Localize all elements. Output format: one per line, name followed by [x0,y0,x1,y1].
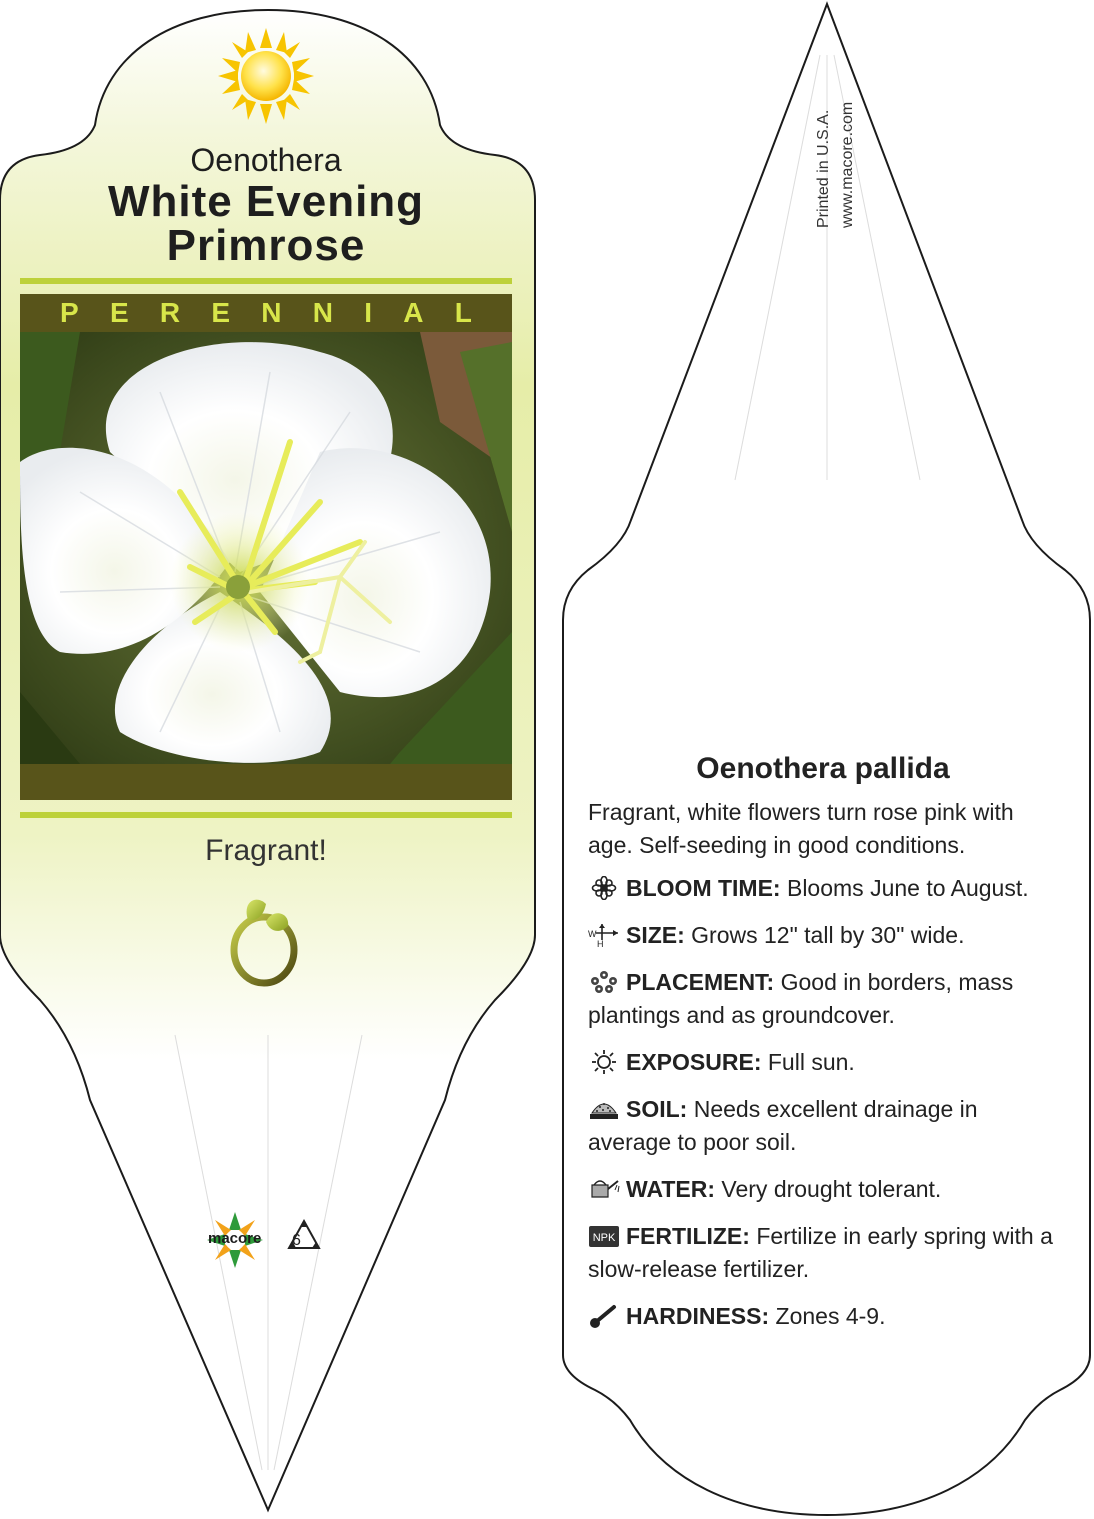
perennial-letter: A [403,297,424,328]
care-label: SOIL: [626,1096,688,1122]
seedling-icon [228,892,304,988]
perennial-letter: I [364,297,373,328]
botanical-name: Oenothera pallida [696,752,950,785]
flower-photo [20,332,512,764]
care-soil [588,1093,1058,1159]
perennial-letter: P [60,297,79,328]
care-text: Needs excellent drainage in average to poor soil. [588,1096,978,1155]
sun-icon [218,28,314,124]
perennial-letter: E [109,297,129,328]
feature-text: Fragrant! [205,834,327,867]
top-green-rule [20,278,512,284]
perennial-letter: R [159,297,181,328]
size-icon [588,923,620,947]
perennial-letter: N [312,297,334,328]
npk-icon [588,1224,620,1248]
care-text: Blooms June to August. [780,875,1029,901]
latin-name: Oenothera [190,142,342,178]
care-placement [588,966,1058,1032]
care-text: Very drought tolerant. [715,1176,942,1202]
care-text: Good in borders, mass plantings and as groundcover. [588,969,1014,1028]
flower-icon [588,876,620,900]
npk-text: NPK [592,1232,616,1244]
care-fertilize [588,1220,1058,1286]
common-name-line1: White Evening [107,177,425,226]
care-label: FERTILIZE: [626,1223,750,1249]
perennial-letter: L [454,297,472,328]
perennial-letter: N [261,297,282,328]
care-label: BLOOM TIME: [626,875,781,901]
sun-outline-icon [588,1050,620,1074]
care-label: SIZE: [626,922,685,948]
size-h: H [597,939,604,947]
soil-icon [588,1097,620,1121]
care-text: Fertilize in early spring with a slow-release fertilizer. [588,1223,1053,1282]
care-label: PLACEMENT: [626,969,775,995]
size-w: W [588,929,597,939]
care-text: Full sun. [761,1049,855,1075]
care-text: Grows 12" tall by 30" wide. [684,922,965,948]
description: Fragrant, white flowers turn rose pink with age. Self-seeding in good conditions. [588,799,1014,858]
printed-info [812,102,860,228]
care-exposure [588,1046,1058,1079]
bottom-olive-bar [20,764,512,800]
thermometer-icon [588,1304,620,1328]
care-bloom-time [588,872,1058,905]
care-label: EXPOSURE: [626,1049,762,1075]
perennial-label [20,294,512,332]
printed-line: Printed in U.S.A. [815,109,832,228]
care-water [588,1173,1058,1206]
care-label: HARDINESS: [626,1303,770,1329]
brand-name: macore [208,1230,262,1247]
perennial-letter: E [211,297,231,328]
bottom-green-rule [20,812,512,818]
care-label: WATER: [626,1176,716,1202]
care-hardiness [588,1300,1058,1333]
website: www.macore.com [839,101,856,228]
common-name-line2: Primrose [166,221,366,270]
common-name [20,177,512,270]
care-size [588,919,1058,952]
recycle-code: 6 [292,1232,301,1249]
placement-icon [588,970,620,994]
watering-can-icon [588,1177,620,1201]
care-text: Zones 4-9. [769,1303,886,1329]
care-info [588,752,1058,1347]
